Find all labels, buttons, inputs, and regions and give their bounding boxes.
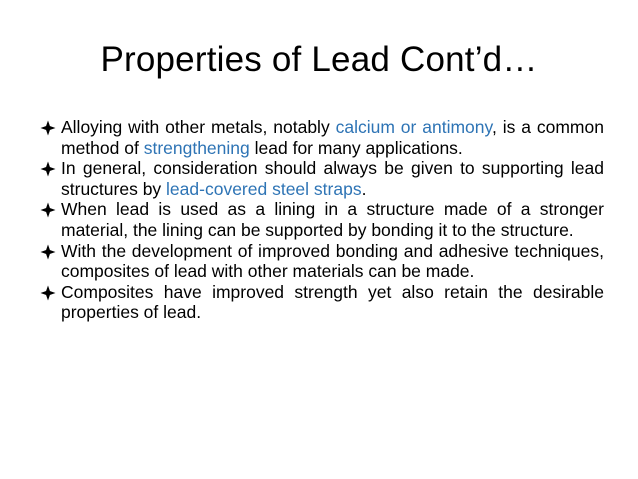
bullet-list [40, 117, 604, 323]
slide-title: Properties of Lead Cont’d… [100, 40, 538, 79]
diamond-bullet-icon [40, 120, 56, 136]
highlight-text: calcium or antimony [335, 117, 492, 137]
bullet-text: In general, consideration should always be given to supporting lead structures by [61, 158, 604, 199]
bullet-item-alloying [40, 117, 604, 158]
bullet-text: , is a common method of [61, 117, 604, 158]
bullet-item-consideration [40, 158, 604, 199]
bullet-item-composites [40, 282, 604, 323]
bullet-text: lead for many applications. [249, 137, 463, 158]
highlight-text: strengthening [143, 137, 250, 158]
diamond-bullet-icon [40, 161, 56, 177]
bullet-text: With the development of improved bonding and adhesive techniques, composites of lead with other materials can be made. [61, 240, 604, 282]
diamond-bullet-icon [40, 244, 56, 260]
highlight-text: lead-covered steel straps [166, 178, 362, 199]
bullet-text: . [361, 178, 367, 199]
diamond-bullet-icon [40, 285, 56, 301]
bullet-text: When lead is used as a lining in a structure made of a stronger material, the lining can be supported by bonding it to the structure. [61, 199, 604, 240]
diamond-bullet-icon [40, 202, 56, 218]
bullet-text: Alloying with other metals, notably [61, 117, 336, 137]
bullet-item-bonding [40, 241, 604, 282]
bullet-item-lining [40, 199, 604, 240]
bullet-text: Composites have improved strength yet also retain the desirable properties of lead. [61, 281, 604, 323]
